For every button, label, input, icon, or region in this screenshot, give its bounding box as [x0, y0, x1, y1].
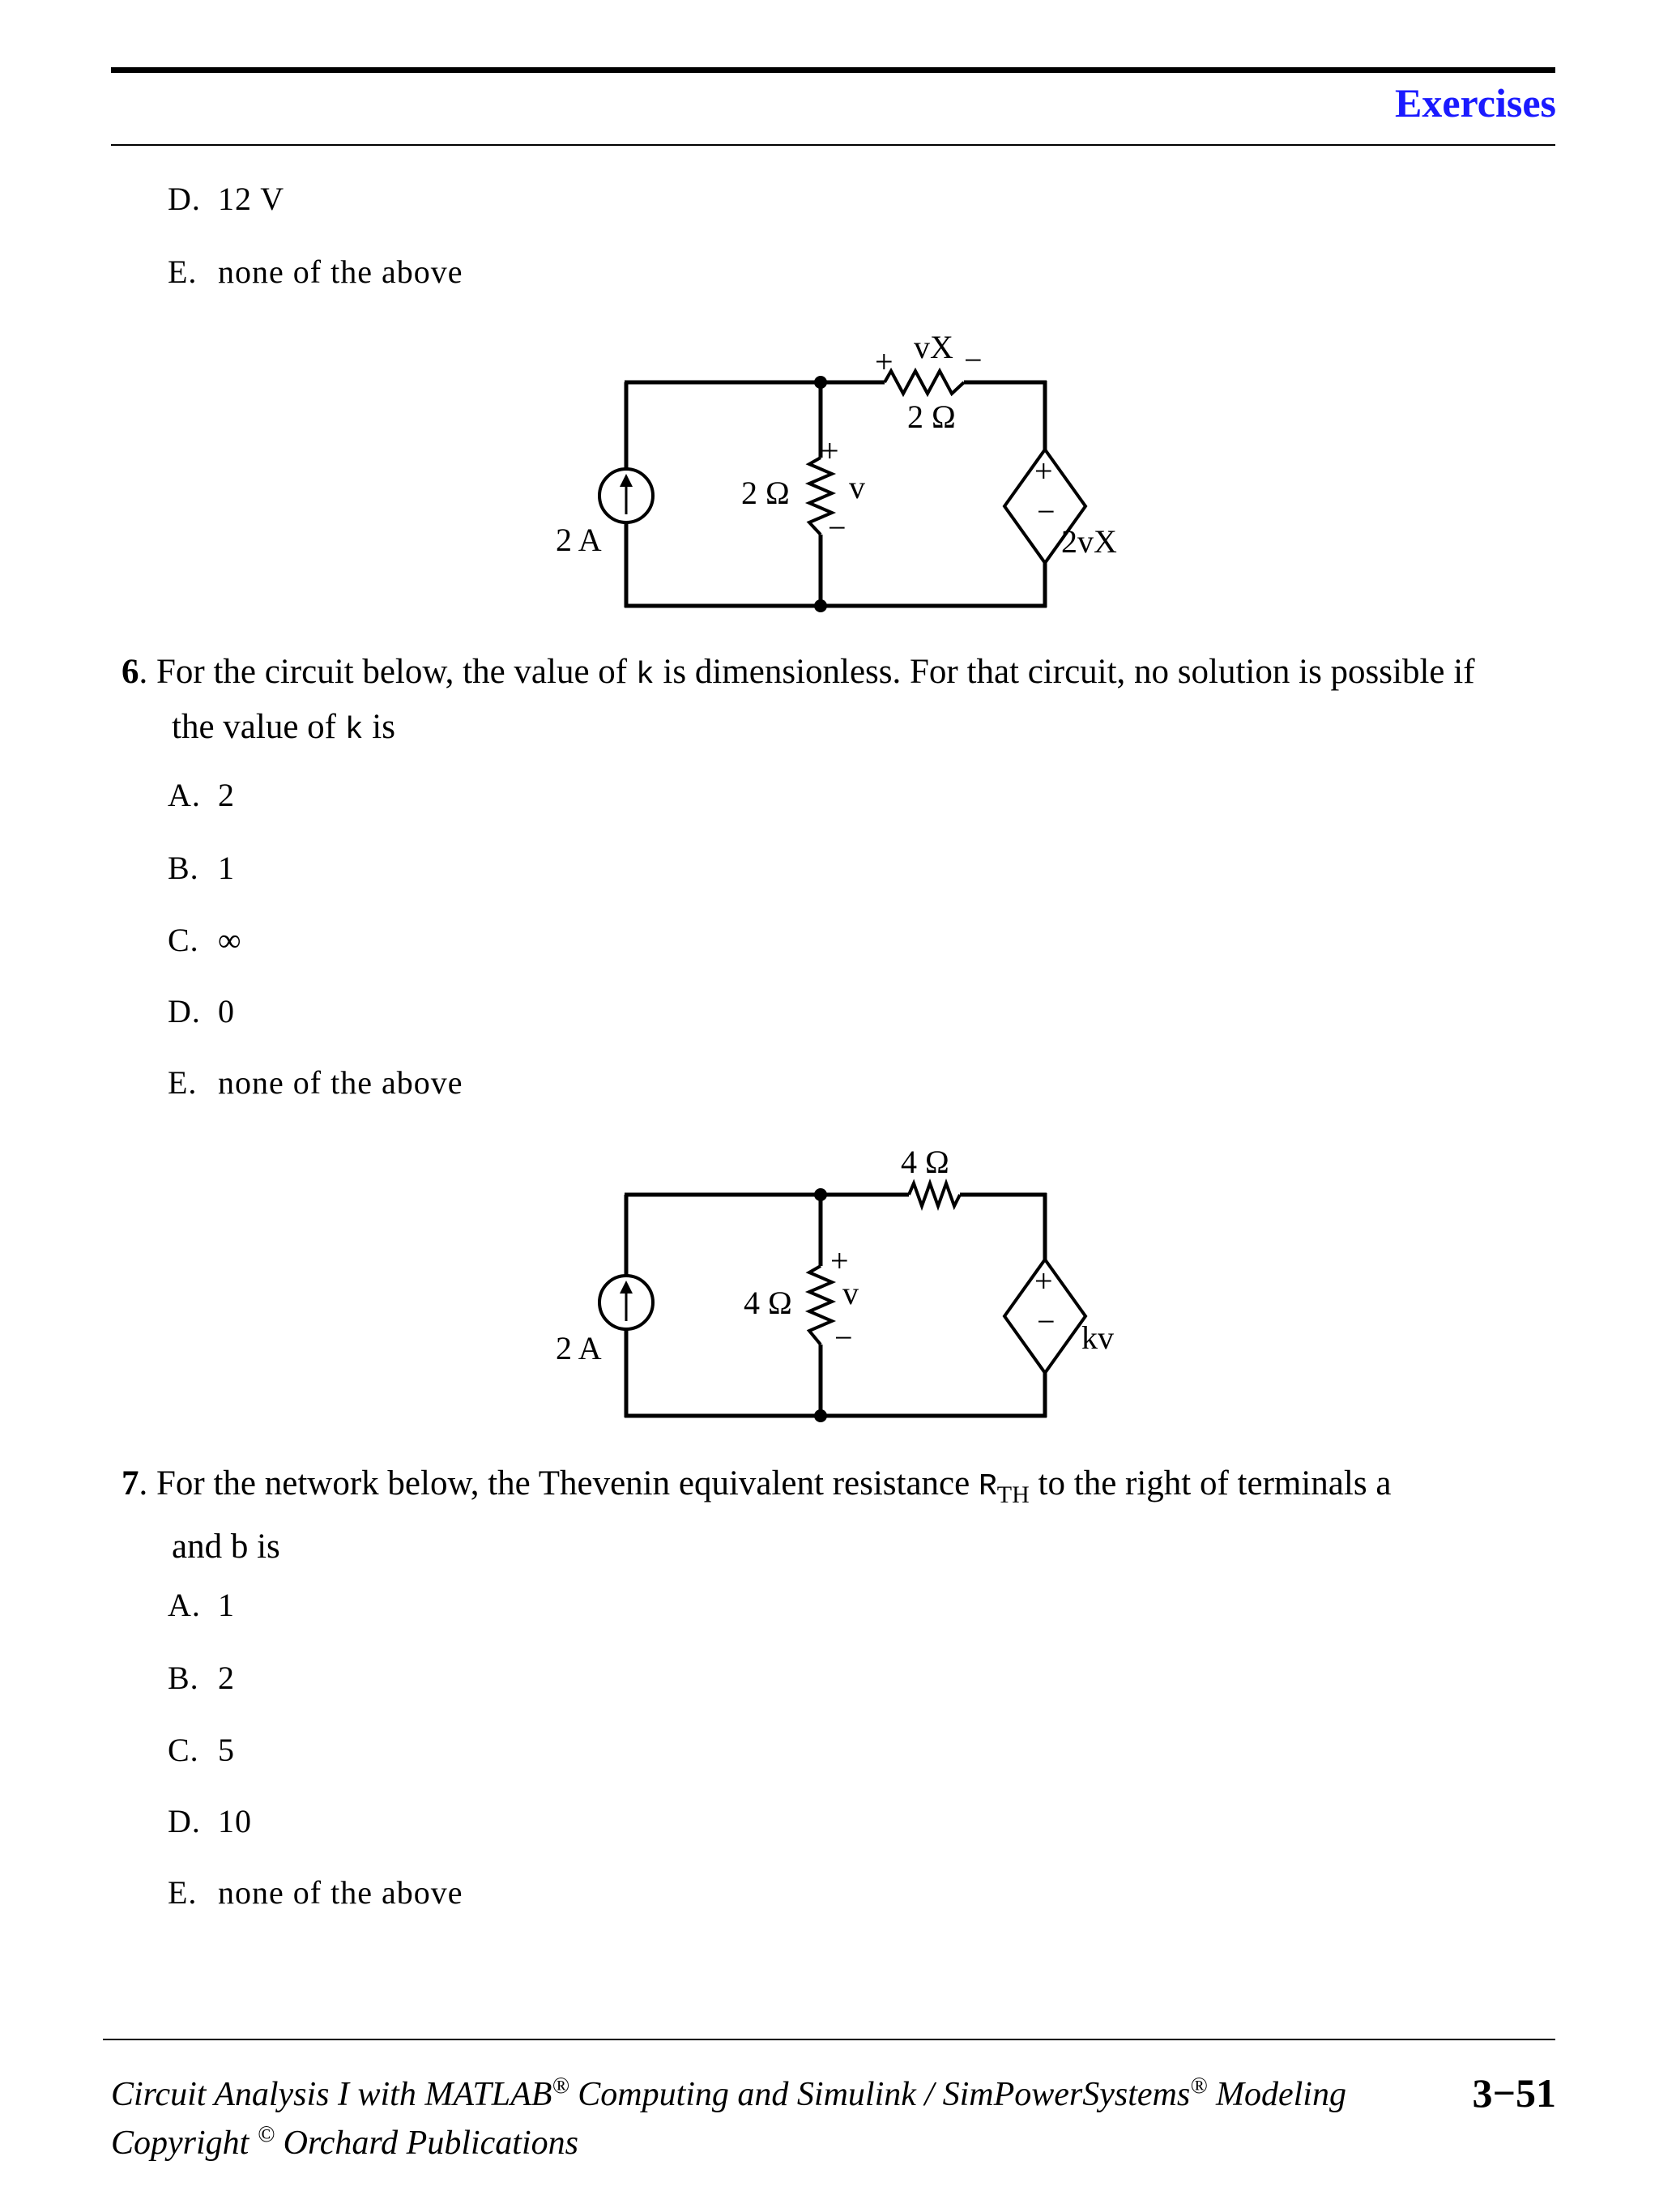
vx-minus: −	[964, 342, 983, 378]
q7-option-b	[168, 1659, 235, 1697]
vx-plus: +	[875, 343, 893, 380]
q7-option-d	[168, 1802, 252, 1840]
rth-subscript: TH	[996, 1481, 1030, 1508]
series-resistor-label: 4 Ω	[901, 1144, 949, 1180]
current-source-label: 2 A	[556, 1330, 602, 1366]
option-letter: A.	[168, 1587, 201, 1623]
option-letter: E.	[168, 1874, 198, 1911]
dep-minus: −	[1037, 493, 1056, 530]
footer-rule	[103, 2039, 1555, 2040]
option-letter: E.	[168, 254, 198, 290]
q6-option-c	[168, 921, 242, 959]
circuit-diagram-1	[0, 0, 1659, 648]
circuit-diagram-2	[0, 1134, 1659, 1442]
v-plus: +	[821, 433, 839, 469]
header-title: Exercises	[1394, 80, 1556, 126]
v-label: v	[849, 469, 865, 505]
option-letter: C.	[168, 1732, 199, 1768]
registered-mark: ®	[552, 2073, 569, 2099]
question-text: . For the network below, the Thevenin equivalent resistance	[139, 1464, 979, 1502]
shunt-resistor-label: 4 Ω	[744, 1285, 792, 1321]
option-text: 0	[218, 993, 235, 1029]
registered-mark: ®	[1190, 2073, 1208, 2099]
q6-option-e	[168, 1063, 463, 1102]
option-letter: D.	[168, 181, 201, 217]
footer-text: Orchard Publications	[275, 2125, 578, 2162]
question-6	[122, 646, 1555, 757]
question-text: to the right of terminals a	[1029, 1464, 1392, 1502]
dependent-source-label: kv	[1081, 1319, 1114, 1356]
series-resistor-label: 2 Ω	[907, 399, 956, 435]
question-7	[122, 1458, 1555, 1573]
q7-option-e	[168, 1873, 463, 1912]
question-text: and b is	[172, 1528, 280, 1566]
footer-text: Computing and Simulink / SimPowerSystems	[569, 2076, 1191, 2113]
dep-plus: +	[1034, 453, 1053, 489]
copyright-mark: ©	[257, 2122, 275, 2147]
option-text: 10	[218, 1803, 252, 1839]
option-letter: B.	[168, 1660, 199, 1696]
q6-option-a	[168, 776, 235, 814]
footer-copyright	[111, 2122, 578, 2163]
v-minus: −	[834, 1319, 853, 1356]
vx-label: vX	[914, 329, 953, 365]
q6-option-d	[168, 992, 235, 1030]
option-letter: C.	[168, 922, 199, 958]
rth-symbol: R	[978, 1469, 997, 1504]
option-letter: A.	[168, 777, 201, 813]
v-plus: +	[830, 1242, 849, 1279]
footer-text: Modeling	[1207, 2076, 1346, 2113]
option-text: 1	[218, 850, 235, 886]
option-text: 5	[218, 1732, 235, 1768]
option-text: 1	[218, 1587, 235, 1623]
option-text: 12 V	[218, 181, 285, 217]
question-text: the value of	[172, 708, 345, 746]
option-letter: D.	[168, 993, 201, 1029]
footer-text: Circuit Analysis I with MATLAB	[111, 2076, 552, 2113]
question-text: is	[363, 708, 395, 746]
question-text: is dimensionless. For that circuit, no solution is possible if	[654, 653, 1475, 691]
v-minus: −	[828, 509, 847, 546]
option-text: 2	[218, 777, 235, 813]
option-text: ∞	[218, 922, 242, 958]
shunt-resistor-label: 2 Ω	[741, 475, 790, 511]
q6-option-b	[168, 849, 235, 887]
question-number: 7	[122, 1464, 139, 1502]
question-text: . For the circuit below, the value of	[139, 653, 636, 691]
q7-option-a	[168, 1586, 235, 1624]
footer-book-title	[111, 2073, 1346, 2114]
option-letter: B.	[168, 850, 199, 886]
option-text: none of the above	[218, 1874, 463, 1911]
page-number: 3−51	[1472, 2070, 1556, 2116]
option-text: none of the above	[218, 254, 463, 290]
current-source-label: 2 A	[556, 522, 602, 558]
option-text: none of the above	[218, 1064, 463, 1101]
question-number: 6	[122, 653, 139, 691]
dependent-source-label: 2vX	[1061, 523, 1117, 560]
v-label: v	[842, 1275, 859, 1311]
option-letter: D.	[168, 1803, 201, 1839]
footer-text: Copyright	[111, 2125, 258, 2162]
option-text: 2	[218, 1660, 235, 1696]
dep-plus: +	[1034, 1263, 1053, 1299]
dep-minus: −	[1037, 1303, 1056, 1340]
option-letter: E.	[168, 1064, 198, 1101]
q7-option-c	[168, 1731, 235, 1769]
variable-k: k	[344, 713, 364, 748]
variable-k: k	[635, 658, 655, 693]
